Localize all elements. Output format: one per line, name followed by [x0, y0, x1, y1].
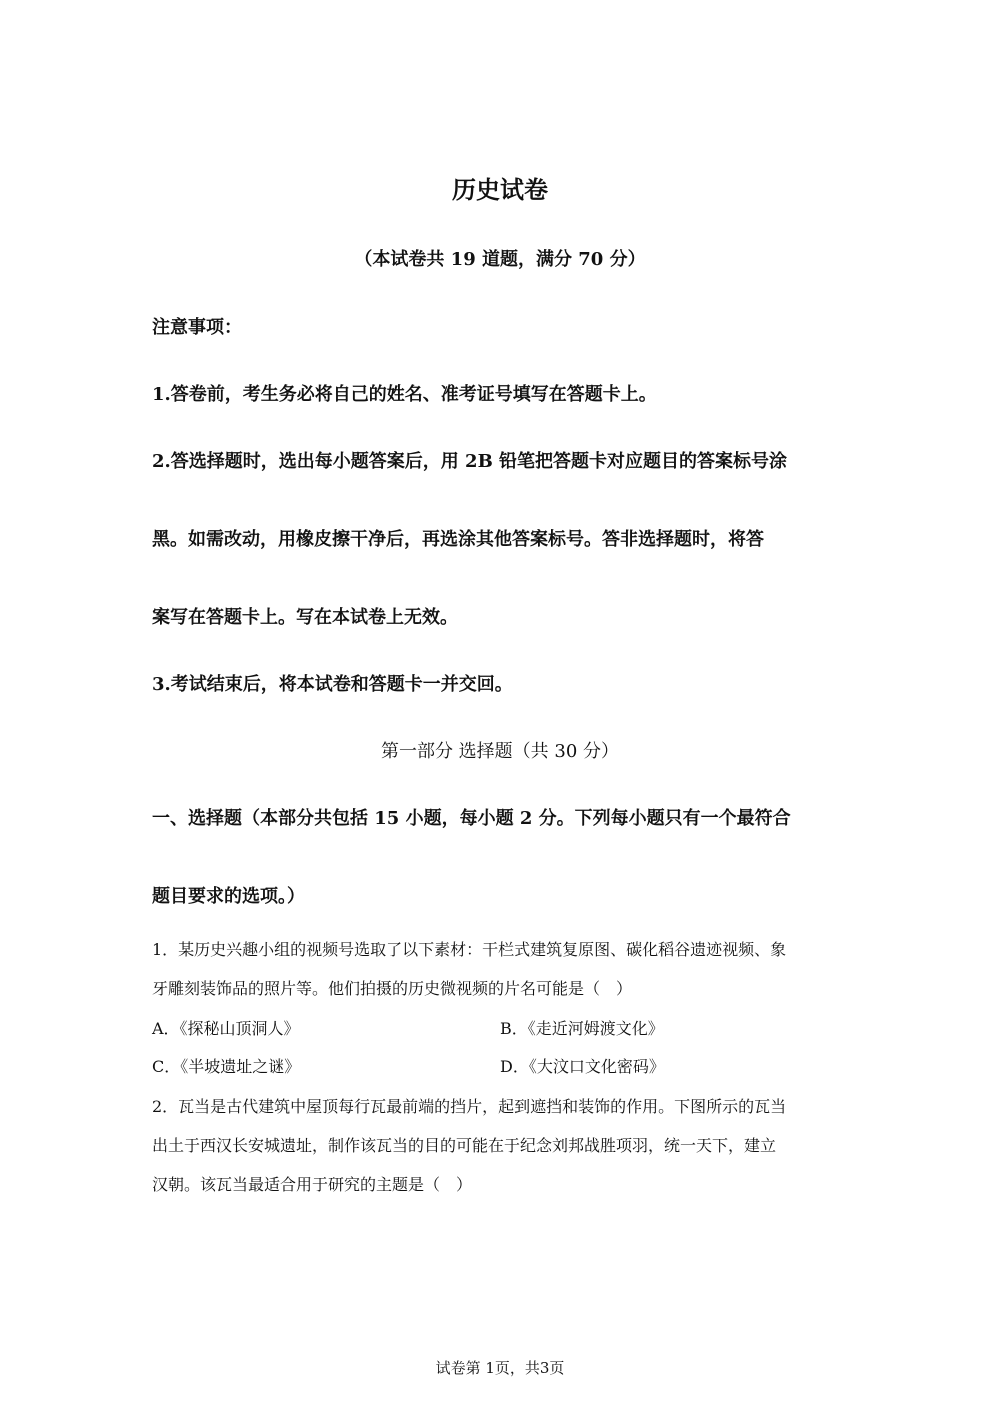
notice-heading: 注意事项： [152, 317, 242, 338]
question-1-option-c: C．《半坡遗址之谜》 [152, 1057, 301, 1076]
question-1-option-d: D．《大汶口文化密码》 [500, 1057, 665, 1076]
section-heading-line-1: 一、选择题（本部分共包括 15 小题，每小题 2 分。下列每小题只有一个最符合 [152, 808, 791, 829]
part-title: 第一部分 选择题（共 30 分） [380, 741, 620, 762]
exam-subtitle: （本试卷共 19 道题，满分 70 分） [354, 249, 646, 270]
notice-line-3: 黑。如需改动，用橡皮擦干净后，再选涂其他答案标号。答非选择题时，将答 [152, 529, 764, 550]
question-1-option-a: A．《探秘山顶洞人》 [152, 1019, 300, 1038]
question-2-line-1: 2．瓦当是古代建筑中屋顶每行瓦最前端的挡片，起到遮挡和装饰的作用。下图所示的瓦当 [152, 1097, 787, 1116]
question-1-line-2: 牙雕刻装饰品的照片等。他们拍摄的历史微视频的片名可能是（ ） [152, 979, 633, 998]
question-1-line-1: 1．某历史兴趣小组的视频号选取了以下素材：干栏式建筑复原图、碳化稻谷遗迹视频、象 [152, 940, 787, 959]
notice-line-2: 2.答选择题时，选出每小题答案后，用 2B 铅笔把答题卡对应题目的答案标号涂 [152, 451, 788, 472]
exam-title: 历史试卷 [452, 175, 548, 204]
page-footer: 试卷第 1页，共3页 [435, 1359, 565, 1377]
question-2-line-2: 出土于西汉长安城遗址，制作该瓦当的目的可能在于纪念刘邦战胜项羽，统一天下，建立 [152, 1136, 777, 1155]
notice-line-4: 案写在答题卡上。写在本试卷上无效。 [152, 607, 458, 628]
question-1-option-b: B．《走近河姆渡文化》 [500, 1019, 664, 1038]
section-heading-line-2: 题目要求的选项。） [152, 886, 305, 907]
question-2-line-3: 汉朝。该瓦当最适合用于研究的主题是（ ） [152, 1175, 473, 1194]
notice-line-5: 3.考试结束后，将本试卷和答题卡一并交回。 [152, 674, 513, 695]
notice-line-1: 1.答卷前，考生务必将自己的姓名、准考证号填写在答题卡上。 [152, 384, 657, 405]
